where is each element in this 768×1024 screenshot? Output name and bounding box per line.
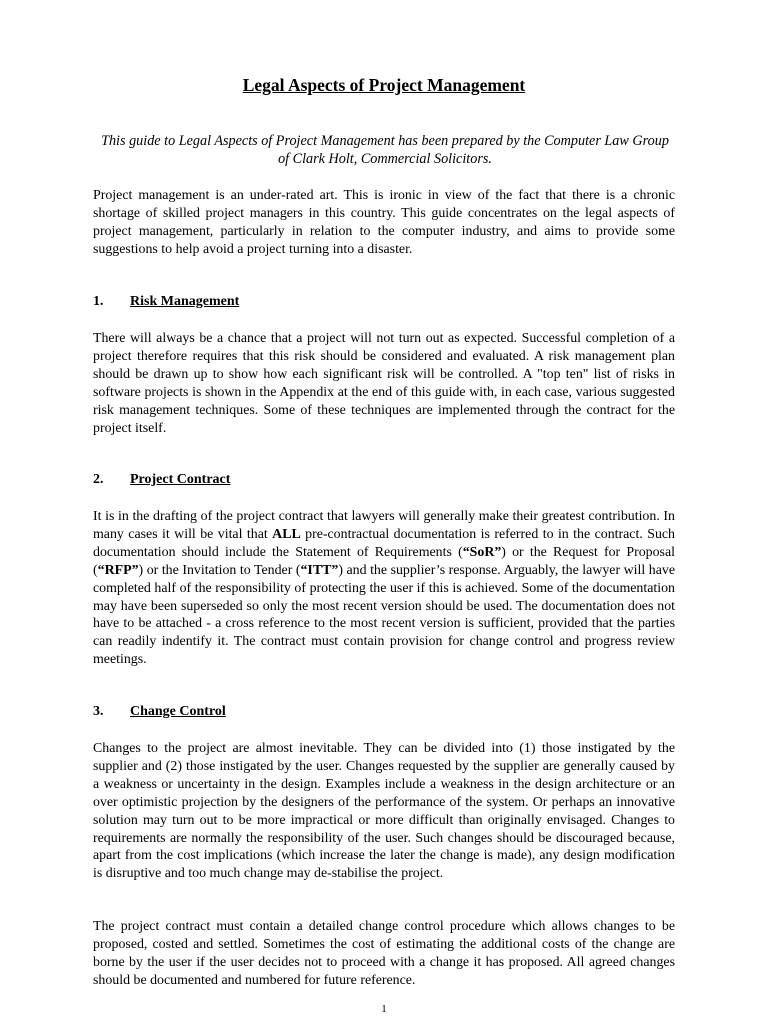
section-heading-risk-management	[93, 294, 239, 310]
subtitle: This guide to Legal Aspects of Project Management has been prepared by the Computer Law Group of Clark Holt, Commercial Solicitors.	[101, 133, 669, 167]
section-title: Risk Management	[130, 294, 240, 309]
section-heading-change-control	[93, 704, 226, 720]
risk-management-paragraph: There will always be a chance that a project will not turn out as expected. Successful completion of a project therefore requires that this risk should be considered and evaluated. A risk management plan should be drawn up to show how each significant risk will be controlled. A "top ten" list of risks in software projects is shown in the Appendix at the end of this guide with, in each case, various suggested risk management techniques. Some of these techniques are implemented through the contract for the project itself.	[93, 331, 675, 436]
emphasis-all: ALL	[272, 526, 301, 542]
project-contract-paragraph	[93, 508, 675, 669]
page-title: Legal Aspects of Project Management	[242, 75, 526, 95]
section-number: 2.	[93, 472, 104, 487]
section-heading-project-contract	[93, 472, 230, 488]
text-run: ) or the Invitation to Tender (	[138, 562, 301, 578]
page-number: 1	[381, 1003, 387, 1015]
change-control-paragraph-2: The project contract must contain a detailed change control procedure which allows changes to be proposed, costed and settled. Sometimes the cost of estimating the additional costs of the change are borne by the user if the user decides not to proceed with a change it has proposed. All agreed changes should be documented and numbered for future reference.	[93, 919, 675, 988]
text-run: ) and the supplier’s response. Arguably, the lawyer will have completed half of the responsibility of protecting the user if this is achieved. Some of the documentation may have been superseded so only the most recent version should be used. The documentation does not have to be attached - a cross reference to the most recent version is sufficient, provided that the parties can readily indentify it. The contract must contain provision for change control and progress review meetings.	[93, 562, 675, 668]
term-rfp: “RFP”	[97, 562, 139, 578]
text-run: pre-contractual documentation is referred to in the contract. Such documentation should include the Statement of Requirements (	[93, 526, 675, 560]
term-sor: “SoR”	[462, 544, 502, 560]
intro-paragraph: Project management is an under-rated art. This is ironic in view of the fact that there is a chronic shortage of skilled project managers in this country. This guide concentrates on the legal aspects of project management, particularly in relation to the computer industry, and aims to provide some suggestions to help avoid a project turning into a disaster.	[93, 188, 675, 257]
change-control-paragraph-1: Changes to the project are almost inevitable. They can be divided into (1) those instigated by the supplier and (2) those instigated by the user. Changes requested by the supplier are generally caused by a weakness or uncertainty in the design. Examples include a weakness in the design architecture or an over optimistic projection by the designers of the performance of the system. Or perhaps an innovative solution may turn out to be more impractical or more difficult than originally envisaged. Changes to requirements are normally the responsibility of the user. Such changes should be discouraged because, apart from the cost implications (which increase the later the change is made), any design modification is disruptive and too much change may de-stabilise the project.	[93, 741, 675, 882]
term-itt: “ITT”	[300, 562, 339, 578]
text-run: ) or the Request for Proposal (	[93, 544, 675, 578]
section-number: 3.	[93, 704, 104, 719]
text-run: It is in the drafting of the project contract that lawyers will generally make their greatest contribution. In many cases it will be vital that	[93, 509, 675, 542]
section-title: Project Contract	[130, 472, 231, 487]
section-title: Change Control	[130, 704, 226, 719]
section-number: 1.	[93, 294, 104, 309]
